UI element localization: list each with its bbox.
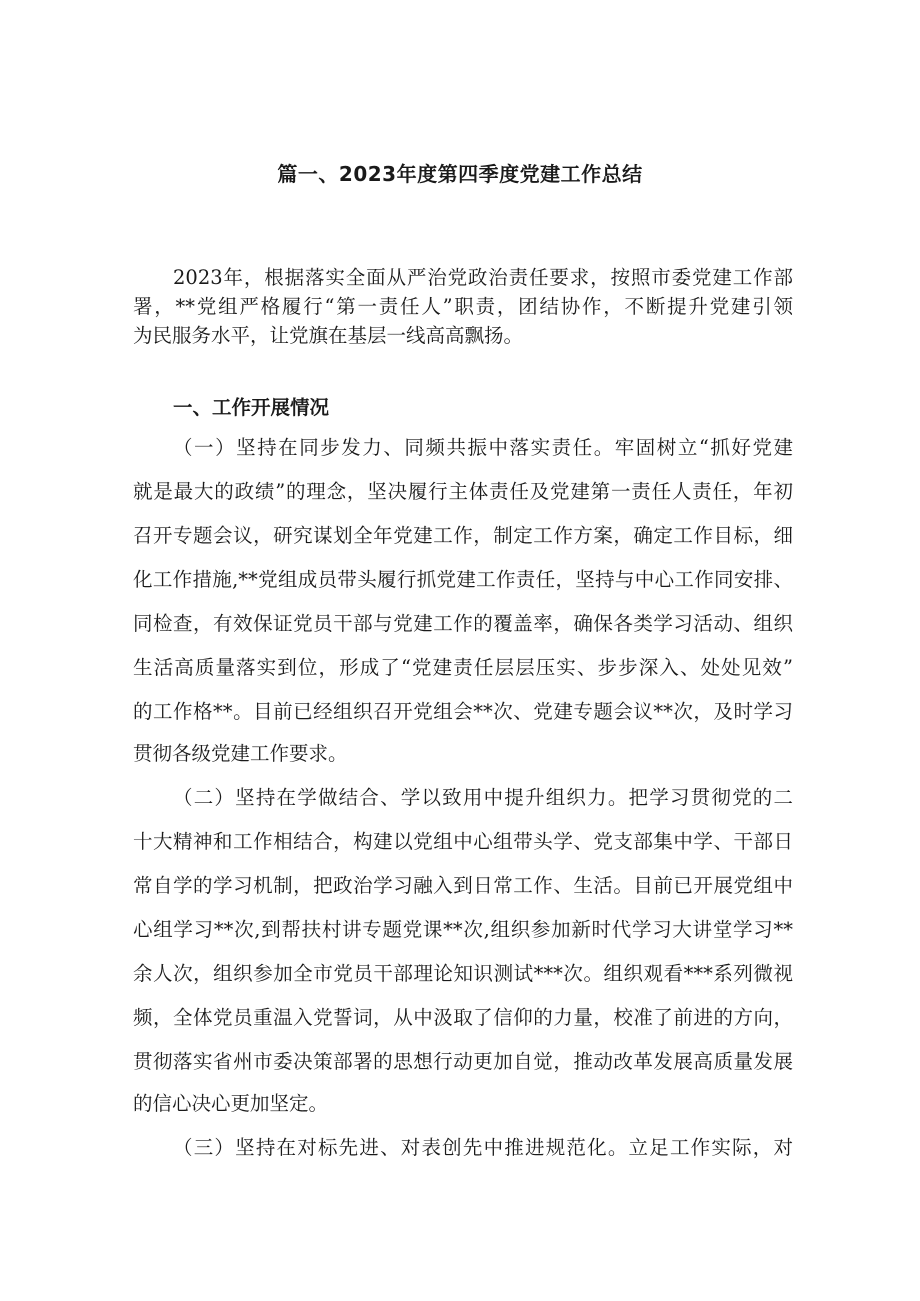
para1-line-3: 召开专题会议，研究谋划全年党建工作，制定工作方案，确定工作目标，细 (133, 524, 793, 547)
para1-line-2: 就是最大的政绩”的理念，坚决履行主体责任及党建第一责任人责任，年初 (133, 480, 793, 503)
para1-line-6: 生活高质量落实到位，形成了“党建责任层层压实、步步深入、处处见效” (133, 656, 793, 679)
para2-line-4: 心组学习**次,到帮扶村讲专题党课**次,组织参加新时代学习大讲堂学习** (133, 918, 793, 941)
para1-line-5: 同检查，有效保证党员干部与党建工作的覆盖率，确保各类学习活动、组织 (133, 612, 793, 635)
para2-line-2: 十大精神和工作相结合，构建以党组中心组带头学、党支部集中学、干部日 (133, 830, 793, 853)
intro-line-2: 署，**党组严格履行“第一责任人”职责，团结协作，不断提升党建引领 (133, 295, 793, 318)
para2-line-3: 常自学的学习机制，把政治学习融入到日常工作、生活。目前已开展党组中 (133, 874, 793, 897)
section-heading: 一、工作开展情况 (173, 396, 330, 419)
para1-line-1: （一）坚持在同步发力、同频共振中落实责任。牢固树立“抓好党建 (173, 436, 793, 459)
intro-line-1: 2023年，根据落实全面从严治党政治责任要求，按照市委党建工作部 (173, 266, 793, 289)
para2-line-5: 余人次，组织参加全市党员干部理论知识测试***次。组织观看***系列微视 (133, 962, 793, 985)
intro-line-3: 为民服务水平，让党旗在基层一线高高飘扬。 (133, 324, 524, 347)
para2-line-8: 的信心决心更加坚定。 (133, 1092, 329, 1115)
para1-line-7: 的工作格**。目前已经组织召开党组会**次、党建专题会议**次，及时学习 (133, 700, 793, 723)
para1-line-4: 化工作措施,**党组成员带头履行抓党建工作责任，坚持与中心工作同安排、 (133, 568, 793, 591)
para2-line-6: 频，全体党员重温入党誓词，从中汲取了信仰的力量，校准了前进的方向， (133, 1006, 793, 1029)
para2-line-1: （二）坚持在学做结合、学以致用中提升组织力。把学习贯彻党的二 (173, 786, 793, 809)
para2-line-7: 贯彻落实省州市委决策部署的思想行动更加自觉，推动改革发展高质量发展 (133, 1050, 793, 1073)
document-title: 篇一、2023年度第四季度党建工作总结 (277, 162, 643, 186)
para3-line-1: （三）坚持在对标先进、对表创先中推进规范化。立足工作实际，对 (173, 1136, 793, 1159)
para1-line-8: 贯彻各级党建工作要求。 (133, 742, 348, 765)
